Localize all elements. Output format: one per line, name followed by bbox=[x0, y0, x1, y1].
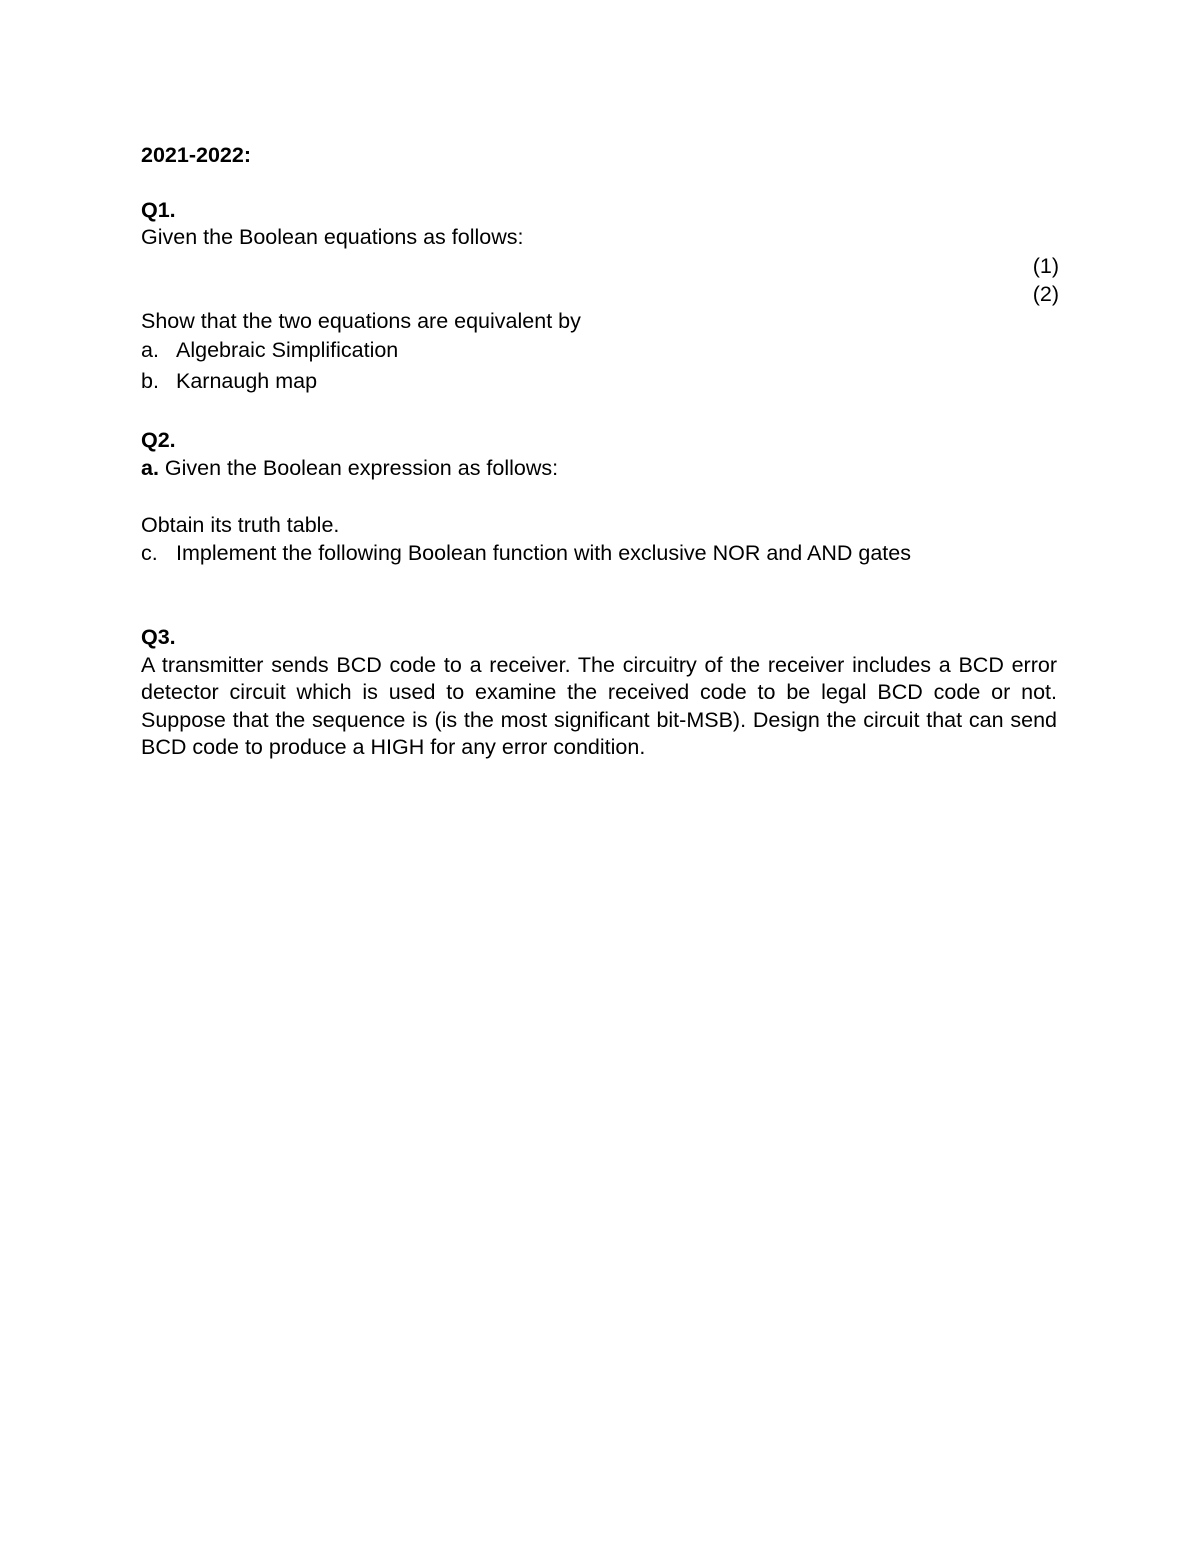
q2-part-a bbox=[141, 455, 1057, 483]
q1-equation-1-number: (1) bbox=[1032, 253, 1059, 278]
q3-label: Q3. bbox=[141, 625, 176, 649]
q1-intro: Given the Boolean equations as follows: bbox=[141, 225, 524, 249]
q1-item-b bbox=[141, 366, 1057, 397]
q1-equation-2-number: (2) bbox=[1032, 281, 1059, 306]
q1-item-a-marker: a. bbox=[141, 338, 159, 362]
q1-item-b-marker: b. bbox=[141, 369, 159, 393]
q2-part-c-text: Implement the following Boolean function with exclusive NOR and AND gates bbox=[176, 540, 911, 565]
q1-instruction: Show that the two equations are equivalent by bbox=[141, 308, 581, 333]
spacer bbox=[141, 482, 1057, 512]
q1-item-b-text: Karnaugh map bbox=[176, 369, 318, 393]
spacer bbox=[141, 397, 1057, 427]
spacer bbox=[141, 170, 1057, 197]
q2-part-c-marker: c. bbox=[141, 540, 158, 565]
q1-item-a bbox=[141, 335, 1057, 366]
q2-part-c bbox=[141, 540, 1057, 568]
q3-paragraph: A transmitter sends BCD code to a receiver. The circuitry of the receiver includes a BCD error detector circuit which is used to examine the received code to be legal BCD code or not. Suppose that the sequence is (is the most significant bit-MSB). Design the circuit that can send BCD code to produce a HIGH for any error condition. bbox=[141, 652, 1057, 759]
spacer bbox=[141, 567, 1057, 624]
q1-item-a-text: Algebraic Simplification bbox=[176, 338, 399, 362]
q2-part-a-marker: a. bbox=[141, 455, 159, 480]
q2-label: Q2. bbox=[141, 428, 176, 452]
q2-truth-table-text: Obtain its truth table. bbox=[141, 513, 340, 537]
year-heading: 2021-2022: bbox=[141, 143, 251, 167]
q1-label: Q1. bbox=[141, 197, 176, 222]
q2-part-a-text: Given the Boolean expression as follows: bbox=[158, 455, 559, 480]
document-content bbox=[141, 142, 1057, 762]
